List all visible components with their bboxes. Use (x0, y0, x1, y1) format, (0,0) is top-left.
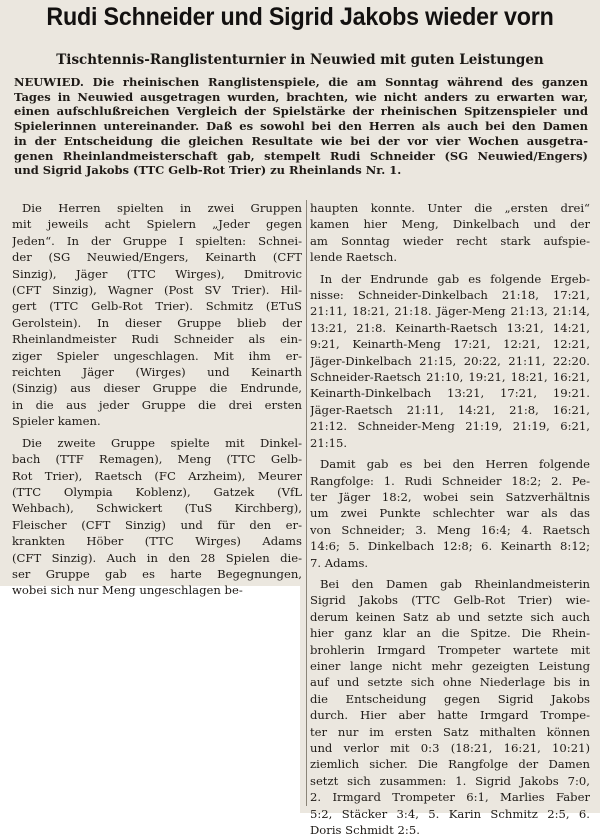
article-line: ter nur im ersten Satz mithalten können (310, 724, 590, 739)
lead-line: einen aufschlußreichen Vergleich der Spielstärke der rheinischen Spitzenspieler und (14, 104, 588, 119)
article-line: Gerolstein). In dieser Gruppe blieb der (12, 315, 302, 330)
article-line: ziemlich sicher. Die Rangfolge der Damen (310, 757, 590, 772)
article-line: reichten Jäger (Wirges) und Keinarth (12, 365, 302, 380)
article-line: Jeden“. In der Gruppe I spielten: Schnei- (12, 233, 302, 248)
article-line: brohlerin Irmgard Trompeter wartete mit (310, 642, 590, 657)
lead-line: Spielerinnen untereinander. Daß es sowohl bei den Herren als auch bei den Damen (14, 119, 588, 134)
article-line: auf und setzte sich ohne Niederlage bis in (310, 675, 590, 690)
article-line: hier ganz klar an die Spitze. Die Rhein- (310, 626, 590, 641)
page-background (0, 586, 300, 813)
article-line: mit jeweils acht Spielern „Jeder gegen (12, 217, 302, 232)
article-line: Fleischer (CFT Sinzig) und für den er- (12, 517, 302, 532)
article-line: und verlor mit 0:3 (18:21, 16:21, 10:21) (310, 741, 590, 755)
article-line: setzt sich zusammen: 1. Sigrid Jakobs 7:0, (310, 773, 590, 788)
article-line: krankten Höber (TTC Wirges) Adams (12, 534, 302, 549)
article-line: derum keinen Satz ab und setzte sich auch (310, 609, 590, 624)
column-divider (306, 200, 307, 806)
article-line: Rheinlandmeister Rudi Schneider als ein- (12, 332, 302, 347)
article-line: 21:15. (310, 435, 348, 450)
article-line: haupten konnte. Unter die „ersten drei“ (310, 201, 590, 215)
article-column-right (310, 200, 590, 838)
article-line: in die aus jeder Gruppe die drei ersten (12, 397, 302, 412)
article-line: Jäger-Raetsch 21:11, 14:21, 21:8, 16:21, (310, 402, 590, 417)
article-line: Jäger-Dinkelbach 21:15, 20:22, 21:11, 22:20. (310, 353, 590, 368)
subheadline: Tischtennis-Ranglistenturnier in Neuwied mit guten Leistungen (56, 52, 544, 68)
lead-line: Tages in Neuwied ausgetragen wurden, brachten, wie nicht anders zu erwarten war, (14, 89, 588, 104)
article-line: Spieler kamen. (12, 414, 101, 429)
lead-line: genen Rheinlandmeisterschaft gab, stempelt Rudi Schneider (SG Neuwied/Engers) (14, 148, 588, 163)
article-line: Rot Trier), Raetsch (FC Arzheim), Meurer (12, 468, 302, 483)
article-line: (CFT Sinzig). Auch in den 28 Spielen die- (12, 550, 302, 565)
article-line: lende Raetsch. (310, 250, 398, 265)
article-line: 14:6; 5. Dinkelbach 12:8; 6. Keinarth 8:12; (310, 539, 590, 554)
article-line: 5:2, Stäcker 3:4, 5. Karin Schmitz 2:5, 6. (310, 806, 590, 821)
article-column-left (12, 200, 302, 599)
article-line: Sinzig), Jäger (TTC Wirges), Dmitrovic (12, 266, 302, 281)
article-line: einer lange nicht mehr gezeigten Leistung (310, 658, 590, 673)
article-line: Die Herren spielten in zwei Gruppen (22, 201, 302, 215)
article-line: bach (TTF Remagen), Meng (TTC Gelb- (12, 452, 302, 467)
article-line: um zwei Punkte schlechter war als das (310, 506, 590, 521)
article-line: 7. Adams. (310, 555, 369, 570)
article-line: ziger Spieler ungeschlagen. Mit ihm er- (12, 348, 302, 363)
article-line: 2. Irmgard Trompeter 6:1, Marlies Faber (310, 790, 590, 805)
article-line: nisse: Schneider-Dinkelbach 21:18, 17:21, (310, 288, 590, 303)
article-line: (Sinzig) aus dieser Gruppe die Endrunde, (12, 381, 302, 396)
article-line: ser Gruppe gab es harte Begegnungen, (12, 566, 302, 581)
article-line: kamen hier Meng, Dinkelbach und der (310, 217, 590, 232)
article-line: am Sonntag wieder recht stark aufspie- (310, 233, 590, 248)
article-line: der (SG Neuwied/Engers, Keinarth (CFT (12, 250, 302, 265)
article-line: ter Jäger 18:2, wobei sein Satzverhältnis (310, 489, 590, 504)
article-line: wobei sich nur Meng ungeschlagen be- (12, 583, 243, 598)
article-line: 9:21, Keinarth-Meng 17:21, 12:21, 12:21, (310, 337, 590, 352)
article-line: In der Endrunde gab es folgende Ergeb- (320, 271, 590, 286)
lead-line: und Sigrid Jakobs (TTC Gelb-Rot Trier) zu Rheinlands Nr. 1. (14, 163, 402, 178)
article-line: (CFT Sinzig), Wagner (Post SV Trier). Hil- (12, 283, 302, 298)
article-line: 21:12. Schneider-Meng 21:19, 21:19, 6:21, (310, 419, 590, 434)
lead-line: in der Entscheidung die gleichen Resultate wie bei der vor vier Wochen ausgetra- (14, 133, 588, 148)
article-line: 21:11, 18:21, 21:18. Jäger-Meng 21:13, 21:14, (310, 304, 590, 319)
article-line: Rangfolge: 1. Rudi Schneider 18:2; 2. Pe- (310, 473, 590, 488)
article-line: (TTC Olympia Koblenz), Gatzek (VfL (12, 484, 302, 499)
article-line: Damit gab es bei den Herren folgende (320, 457, 590, 472)
headline: Rudi Schneider und Sigrid Jakobs wieder vorn (46, 3, 554, 31)
lead-line: NEUWIED. Die rheinischen Ranglistenspiele, die am Sonntag während des ganzen (14, 75, 588, 89)
article-line: 13:21, 21:8. Keinarth-Raetsch 13:21, 14:21, (310, 320, 590, 335)
article-line: durch. Hier aber hatte Irmgard Trompe- (310, 708, 590, 723)
article-line: die Entscheidung gegen Sigrid Jakobs (310, 691, 590, 706)
article-line: Doris Schmidt 2:5. (310, 823, 420, 838)
article-line: Sigrid Jakobs (TTC Gelb-Rot Trier) wie- (310, 593, 590, 608)
article-line: gert (TTC Gelb-Rot Trier). Schmitz (ETuS (12, 299, 302, 314)
article-line: Bei den Damen gab Rheinlandmeisterin (320, 576, 590, 591)
lead-paragraph (14, 75, 588, 178)
article-line: Die zweite Gruppe spielte mit Dinkel- (22, 435, 302, 450)
article-line: Schneider-Raetsch 21:10, 19:21, 18:21, 16:21, (310, 370, 590, 385)
article-line: Keinarth-Dinkelbach 13:21, 17:21, 19:21. (310, 386, 590, 401)
article-line: Wehbach), Schwickert (TuS Kirchberg), (12, 501, 302, 516)
article-line: von Schneider; 3. Meng 16:4; 4. Raetsch (310, 522, 590, 537)
